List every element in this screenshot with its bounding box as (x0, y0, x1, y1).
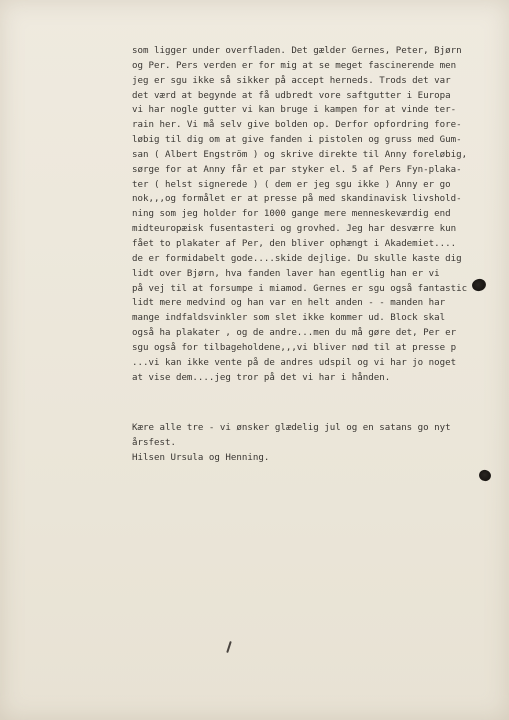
letter-line: som ligger under overfladen. Det gælder Gernes, Peter, Bjørn (132, 46, 462, 56)
letter-line: ...vi kan ikke vente på de andres udspil og vi har jo noget (132, 357, 457, 368)
letter-line: det værd at begynde at få udbredt vore saftgutter i Europa (132, 90, 451, 101)
pen-mark (226, 641, 232, 653)
letter-line: vi har nogle gutter vi kan bruge i kampen for at vinde ter- (132, 105, 457, 116)
letter-line: jeg er sgu ikke så sikker på accept herneds. Trods det var (132, 75, 451, 86)
letter-line: også ha plakater , og de andre...men du må gøre det, Per er (132, 328, 457, 339)
letter-line: lidt mere medvind og han var en helt anden - - manden har (132, 298, 446, 309)
letter-line: at vise dem....jeg tror på det vi har i hånden. (132, 372, 391, 383)
ink-blot (477, 468, 492, 482)
letter-line: sørge for at Anny får et par styker el. 5 af Pers Fyn-plaka- (132, 164, 462, 175)
letter-line: sgu også for tilbageholdene,,,vi bliver nød til at presse p (132, 342, 457, 353)
letter-line: san ( Albert Engström ) og skrive direkte til Anny foreløbig, (132, 149, 468, 160)
closing-greeting: årsfest. (132, 437, 176, 448)
letter-line: fået to plakater af Per, den bliver ophængt i Akademiet.... (132, 238, 457, 249)
letter-line: nok,,,og formålet er at presse på med skandinavisk livshold- (132, 194, 462, 205)
letter-line: løbig til dig om at give fanden i pistolen og gruss med Gum- (132, 135, 462, 146)
closing-greeting: Kære alle tre - vi ønsker glædelig jul og en satans go nyt (132, 423, 451, 433)
letter-body (132, 44, 504, 385)
letter-line: lidt over Bjørn, hva fanden laver han egentlig han er vi (132, 268, 440, 279)
letter-line: midteuropæisk fusentasteri og grovhed. Jeg har desværre kun (132, 224, 457, 235)
letter-closing (132, 421, 504, 466)
letter-line: på vej til at forsumpe i miamod. Gernes er sgu også fantastic (132, 283, 468, 294)
letter-line: ning som jeg holder for 1000 gange mere menneskeværdig end (132, 209, 451, 220)
letter-line: ter ( helst signerede ) ( dem er jeg sgu ikke ) Anny er go (132, 179, 451, 190)
letter-line: og Per. Pers verden er for mig at se meget fascinerende men (132, 60, 457, 71)
letter-line: rain her. Vi må selv give bolden op. Derfor opfordring fore- (132, 120, 462, 131)
letter-line: de er formidabelt gode....skide dejlige. Du skulle kaste dig (132, 253, 462, 264)
signature-line: Hilsen Ursula og Henning. (132, 452, 270, 463)
letter-line: mange indfaldsvinkler som slet ikke kommer ud. Block skal (132, 313, 446, 324)
